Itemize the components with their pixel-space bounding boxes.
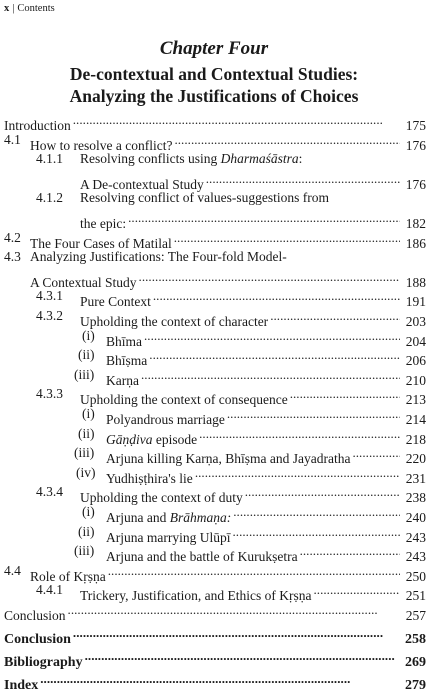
- header-separator: |: [12, 3, 15, 14]
- toc-entry[interactable]: [4, 623, 426, 647]
- toc-entry[interactable]: [80, 169, 426, 192]
- toc-entry-label-text: Pure Context: [80, 294, 151, 309]
- toc-entry-page: 175: [405, 118, 426, 133]
- toc-entry-page: 213: [405, 392, 426, 407]
- dot-leader: [245, 482, 400, 502]
- toc-entry[interactable]: [80, 306, 426, 329]
- toc-entry-number: (ii): [78, 347, 95, 362]
- toc-entry-label-text: Upholding the context of duty: [80, 490, 243, 505]
- toc-entry[interactable]: [30, 228, 426, 251]
- toc-entry-page: 218: [405, 432, 426, 447]
- toc-entry-label-text: Upholding the context of character: [80, 314, 269, 329]
- dot-leader: [233, 502, 400, 522]
- toc-entry[interactable]: [80, 188, 329, 208]
- toc-entry[interactable]: [4, 110, 426, 133]
- toc-entry[interactable]: [4, 669, 426, 693]
- toc-entry-label-text: Conclusion: [4, 608, 66, 623]
- dot-leader: [85, 646, 400, 666]
- toc-entry-italic-text: Gāṇḍiva: [106, 432, 153, 447]
- toc-entry-label-text: Yudhiṣṭhira's lie: [106, 471, 193, 486]
- toc-entry-page: 243: [405, 530, 426, 545]
- dot-leader: [232, 522, 400, 542]
- toc-entry-number: 4.3.4: [36, 484, 63, 499]
- toc-entry[interactable]: [106, 404, 426, 427]
- dot-leader: [73, 623, 400, 643]
- toc-entry[interactable]: [80, 286, 426, 309]
- toc-entry-label-text: How to resolve a conflict?: [30, 138, 173, 153]
- dot-leader: [40, 669, 400, 689]
- toc-entry[interactable]: [80, 384, 426, 407]
- toc-entry[interactable]: [30, 267, 426, 290]
- toc-entry-label: [80, 149, 302, 169]
- toc-entry-number: 4.3.1: [36, 288, 63, 303]
- dot-leader: [108, 561, 400, 581]
- toc-entry-label-text: A De-contextual Study: [80, 177, 204, 192]
- toc-entry-number: 4.2: [4, 230, 21, 245]
- toc-entry-page: 250: [405, 569, 426, 584]
- toc-entry-page: 210: [405, 373, 426, 388]
- toc-entry-label-text: Trickery, Justification, and Ethics of Kṛṣṇa: [80, 588, 312, 603]
- toc-entry-number: (iii): [74, 445, 95, 460]
- toc-entry-number: (iii): [74, 367, 95, 382]
- toc-entry-number: (iv): [76, 465, 96, 480]
- toc-entry-label-suffix: :: [298, 151, 303, 166]
- toc-entry[interactable]: [106, 424, 426, 447]
- toc-entry-label-text: Upholding the context of consequence: [80, 392, 288, 407]
- toc-entry[interactable]: [106, 463, 426, 486]
- toc-entry-label-text: Resolving conflict of values-suggestions from: [80, 190, 329, 205]
- toc-entry[interactable]: [106, 326, 426, 349]
- dot-leader: [139, 267, 400, 287]
- toc-entry[interactable]: [106, 522, 426, 545]
- toc-entry-label-text: Arjuna killing Karṇa, Bhīṣma and Jayadratha: [106, 451, 351, 466]
- toc-entry[interactable]: [30, 561, 426, 584]
- toc-entry-label-text: Karṇa: [106, 373, 139, 388]
- toc-entry-page: 182: [405, 216, 426, 231]
- toc-entry-label-text: Bhīma: [106, 334, 142, 349]
- dot-leader: [199, 424, 400, 444]
- toc-entry-label-text: Bhīṣma: [106, 353, 148, 368]
- toc-entry[interactable]: [106, 541, 426, 564]
- dot-leader: [68, 600, 400, 620]
- dot-leader: [227, 404, 400, 424]
- toc-entry-page: 258: [405, 632, 426, 647]
- toc-entry-label-text: Arjuna marrying Ulūpī: [106, 530, 231, 545]
- toc-entry-page: 257: [405, 608, 426, 623]
- toc-entry[interactable]: [30, 130, 426, 153]
- toc-entry-page: 203: [405, 314, 426, 329]
- toc-entry-italic-text: Dharmaśāstra: [220, 151, 299, 166]
- toc-entry-page: 220: [405, 451, 426, 466]
- toc-entry-number: 4.4: [4, 563, 21, 578]
- toc-entry-label-text: Resolving conflicts using: [80, 151, 221, 166]
- toc-entry-label-text: Arjuna and the battle of Kurukṣetra: [106, 549, 298, 564]
- toc-entry-number: (i): [82, 328, 95, 343]
- toc-entry[interactable]: [80, 580, 426, 603]
- dot-leader: [290, 384, 400, 404]
- chapter-title-line-2: Analyzing the Justifications of Choices: [69, 86, 359, 106]
- toc-entry-page: 269: [405, 655, 426, 670]
- toc-entry[interactable]: [106, 502, 426, 525]
- dot-leader: [195, 463, 400, 483]
- toc-entry-page: 238: [405, 490, 426, 505]
- dot-leader: [174, 130, 400, 150]
- toc-entry-label-text: Introduction: [4, 118, 71, 133]
- toc-entry[interactable]: [4, 600, 426, 623]
- toc-entry-label: [80, 188, 329, 208]
- dot-leader: [313, 580, 400, 600]
- toc-entry-page: 204: [405, 334, 426, 349]
- toc-entry-label-text: The Four Cases of Matilal: [30, 236, 172, 251]
- toc-entry-page: 191: [405, 294, 426, 309]
- dot-leader: [153, 286, 400, 306]
- dot-leader: [206, 169, 400, 189]
- dot-leader: [144, 326, 400, 346]
- toc-entry-italic-text: Brāhmaṇa:: [169, 510, 232, 525]
- dot-leader: [174, 228, 400, 248]
- toc-entry-label: [30, 247, 287, 267]
- page-number: x: [4, 3, 10, 14]
- toc-entry[interactable]: [80, 482, 426, 505]
- toc-entry-label: [4, 676, 38, 696]
- toc-entry-page: 251: [405, 588, 426, 603]
- toc-entry-label-text: Bibliography: [4, 655, 83, 670]
- toc-entry[interactable]: [80, 208, 426, 231]
- toc-entry-page: 176: [405, 138, 426, 153]
- toc-entry-number: (i): [82, 504, 95, 519]
- dot-leader: [300, 541, 400, 561]
- toc-entry-page: 176: [405, 177, 426, 192]
- toc-entry-label-text: Analyzing Justifications: The Four-fold Model-: [30, 249, 287, 264]
- toc-entry-number: 4.3.3: [36, 386, 63, 401]
- toc-entry[interactable]: [4, 646, 426, 670]
- toc-entry-page: 243: [405, 549, 426, 564]
- header-section: Contents: [17, 3, 55, 14]
- dot-leader: [270, 306, 400, 326]
- dot-leader: [73, 110, 400, 130]
- toc-entry-number: 4.3: [4, 249, 21, 264]
- toc-entry[interactable]: [106, 443, 426, 466]
- toc-entry-page: 206: [405, 353, 426, 368]
- toc-entry-label-text: Polyandrous marriage: [106, 412, 225, 427]
- toc-entry-label-text: A Contextual Study: [30, 275, 137, 290]
- dot-leader: [352, 443, 400, 463]
- toc-entry[interactable]: [106, 365, 426, 388]
- toc-entry-page: 188: [405, 275, 426, 290]
- chapter-title-line-1: De-contextual and Contextual Studies:: [69, 64, 359, 84]
- toc-entry[interactable]: [80, 149, 302, 169]
- chapter-label: Chapter Four: [159, 38, 269, 59]
- toc-entry-number: 4.1.1: [36, 151, 63, 166]
- toc-entry-label-text: Role of Kṛṣṇa: [30, 569, 106, 584]
- running-header: [4, 2, 55, 16]
- dot-leader: [149, 345, 400, 365]
- toc-entry-number: (iii): [74, 543, 95, 558]
- toc-entry-number: 4.1: [4, 132, 21, 147]
- toc-entry-number: (ii): [78, 426, 95, 441]
- toc-entry-number: (ii): [78, 524, 95, 539]
- toc-entry-number: 4.4.1: [36, 582, 63, 597]
- toc-entry-label-text: Arjuna and: [106, 510, 170, 525]
- toc-entry-number: (i): [82, 406, 95, 421]
- dot-leader: [128, 208, 400, 228]
- toc-entry-number: 4.3.2: [36, 308, 63, 323]
- toc-entry-page: 186: [405, 236, 426, 251]
- dot-leader: [141, 365, 400, 385]
- toc-entry[interactable]: [106, 345, 426, 368]
- toc-entry-number: 4.1.2: [36, 190, 63, 205]
- toc-entry-label-text: Index: [4, 678, 39, 693]
- toc-entry-label-suffix: episode: [152, 432, 198, 447]
- toc-entry-page: 231: [405, 471, 426, 486]
- toc-entry-label-text: the epic:: [80, 216, 127, 231]
- toc-entry-page: 279: [405, 678, 426, 693]
- toc-entry-label-text: Conclusion: [4, 632, 71, 647]
- toc-entry-page: 214: [405, 412, 426, 427]
- toc-entry-page: 240: [405, 510, 426, 525]
- toc-entry[interactable]: [30, 247, 287, 267]
